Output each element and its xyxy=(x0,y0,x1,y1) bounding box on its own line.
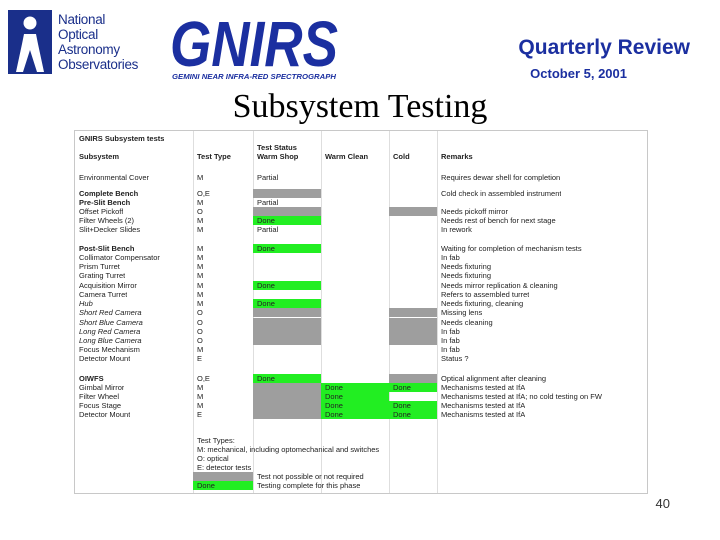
gnirs-logo xyxy=(168,8,340,82)
test-type-cell: O xyxy=(197,327,203,336)
header-warm-shop: Warm Shop xyxy=(257,152,299,161)
status-fill-warm-shop xyxy=(253,401,321,410)
page-number: 40 xyxy=(655,496,670,511)
status-fill-warm-shop xyxy=(253,189,321,198)
cold-cell: Done xyxy=(393,401,411,410)
remarks-cell: Needs pickoff mirror xyxy=(441,207,508,216)
remarks-cell: Needs cleaning xyxy=(441,318,493,327)
warm-shop-cell: Partial xyxy=(257,198,279,207)
status-fill-warm-shop xyxy=(253,383,321,392)
test-type-cell: M xyxy=(197,281,204,290)
status-fill-cold xyxy=(389,327,437,336)
remarks-cell: Needs fixturing, cleaning xyxy=(441,299,524,308)
cold-cell: Done xyxy=(393,410,411,419)
header-subsystem: Subsystem xyxy=(79,152,120,161)
test-type-cell: M xyxy=(197,225,204,234)
remarks-cell: Needs fixturing xyxy=(441,262,492,271)
remarks-cell: Refers to assembled turret xyxy=(441,290,530,299)
remarks-cell: Waiting for completion of mechanism tests xyxy=(441,244,582,253)
warm-shop-cell: Done xyxy=(257,244,275,253)
legend-done-label: Testing complete for this phase xyxy=(257,481,361,490)
header-warm-clean: Warm Clean xyxy=(325,152,369,161)
warm-shop-cell: Done xyxy=(257,281,275,290)
noao-line-1: National xyxy=(58,12,106,27)
test-type-cell: M xyxy=(197,244,204,253)
remarks-cell: In fab xyxy=(441,327,460,336)
test-type-cell: M xyxy=(197,173,204,182)
warm-shop-cell: Partial xyxy=(257,173,279,182)
noao-wordmark xyxy=(58,12,168,72)
test-type-cell: M xyxy=(197,299,204,308)
remarks-cell: Missing lens xyxy=(441,308,483,317)
test-type-cell: M xyxy=(197,383,204,392)
subsystem-cell: Long Red Camera xyxy=(79,327,141,336)
remarks-cell: In fab xyxy=(441,336,460,345)
subsystem-cell: Complete Bench xyxy=(79,189,139,198)
legend-title: Test Types: xyxy=(197,436,235,445)
test-type-cell: E xyxy=(197,410,203,419)
remarks-cell: In rework xyxy=(441,225,472,234)
subsystem-cell: Focus Mechanism xyxy=(79,345,140,354)
status-fill-warm-shop xyxy=(253,392,321,401)
status-fill-warm-shop xyxy=(253,336,321,345)
warm-shop-cell: Done xyxy=(257,299,275,308)
test-type-cell: M xyxy=(197,198,204,207)
warm-clean-cell: Done xyxy=(325,410,343,419)
test-type-cell: M xyxy=(197,290,204,299)
subsystem-cell: Detector Mount xyxy=(79,410,131,419)
remarks-cell: Needs mirror replication & cleaning xyxy=(441,281,558,290)
status-fill-warm-shop xyxy=(253,410,321,419)
subsystem-cell: Short Red Camera xyxy=(79,308,142,317)
status-fill-cold xyxy=(389,318,437,327)
warm-clean-cell: Done xyxy=(325,392,343,401)
test-type-cell: O xyxy=(197,336,203,345)
remarks-cell: Mechanisms tested at IfA xyxy=(441,410,526,419)
warm-shop-cell: Done xyxy=(257,374,275,383)
test-type-cell: E xyxy=(197,354,203,363)
legend-line-detector: E: detector tests xyxy=(197,463,252,472)
status-fill-warm-shop xyxy=(253,318,321,327)
cold-cell: Done xyxy=(393,383,411,392)
test-type-cell: O xyxy=(197,308,203,317)
gnirs-logo-text: GNIRS xyxy=(170,8,339,80)
remarks-cell: Needs fixturing xyxy=(441,271,492,280)
test-type-cell: M xyxy=(197,392,204,401)
test-type-cell: M xyxy=(197,345,204,354)
subsystem-cell: Camera Turret xyxy=(79,290,128,299)
test-type-cell: M xyxy=(197,262,204,271)
test-type-cell: O,E xyxy=(197,189,210,198)
status-fill-warm-shop xyxy=(253,308,321,317)
review-title: Quarterly Review xyxy=(518,36,690,59)
legend-done-cell: Done xyxy=(197,481,215,490)
test-type-cell: O xyxy=(197,207,203,216)
subsystem-cell: Offset Pickoff xyxy=(79,207,124,216)
noao-logo xyxy=(8,10,52,74)
legend-na-swatch xyxy=(193,472,253,481)
status-fill-cold xyxy=(389,308,437,317)
subsystem-cell: Pre-Slit Bench xyxy=(79,198,131,207)
remarks-cell: Requires dewar shell for completion xyxy=(441,173,561,182)
legend-line-mechanical: M: mechanical, including optomechanical and switches xyxy=(197,445,380,454)
warm-clean-cell: Done xyxy=(325,401,343,410)
subsystem-cell: Collimator Compensator xyxy=(79,253,160,262)
warm-shop-cell: Partial xyxy=(257,225,279,234)
subsystem-cell: Prism Turret xyxy=(79,262,120,271)
remarks-cell: Mechanisms tested at IfA; no cold testing on FW xyxy=(441,392,602,401)
status-fill-cold xyxy=(389,207,437,216)
test-type-cell: O xyxy=(197,318,203,327)
test-type-cell: O,E xyxy=(197,374,210,383)
test-type-cell: M xyxy=(197,253,204,262)
subsystem-cell: Acquisition Mirror xyxy=(79,281,137,290)
subsystem-cell: Focus Stage xyxy=(79,401,122,410)
remarks-cell: Needs rest of bench for next stage xyxy=(441,216,556,225)
remarks-cell: Mechanisms tested at IfA xyxy=(441,383,526,392)
subsystem-cell: Gimbal Mirror xyxy=(79,383,125,392)
subsystem-test-sheet xyxy=(74,130,648,494)
subsystem-cell: OIWFS xyxy=(79,374,104,383)
legend-na-label: Test not possible or not required xyxy=(257,472,364,481)
slide-title: Subsystem Testing xyxy=(232,88,488,125)
legend-line-optical: O: optical xyxy=(197,454,229,463)
test-type-cell: M xyxy=(197,216,204,225)
subsystem-cell: Detector Mount xyxy=(79,354,131,363)
status-fill-cold xyxy=(389,336,437,345)
noao-line-3: Astronomy xyxy=(58,42,120,57)
gnirs-logo-subtitle: GEMINI NEAR INFRA-RED SPECTROGRAPH xyxy=(172,74,338,81)
status-fill-warm-shop xyxy=(253,327,321,336)
subsystem-cell: Short Blue Camera xyxy=(79,318,143,327)
remarks-cell: In fab xyxy=(441,345,460,354)
status-fill-warm-shop xyxy=(253,207,321,216)
review-date: October 5, 2001 xyxy=(530,66,627,81)
header-cold: Cold xyxy=(393,152,410,161)
subsystem-cell: Slit+Decker Slides xyxy=(79,225,141,234)
remarks-cell: In fab xyxy=(441,253,460,262)
noao-line-4: Observatories xyxy=(58,57,139,72)
header-test-type: Test Type xyxy=(197,152,231,161)
header-test-status: Test Status xyxy=(257,143,297,152)
test-type-cell: M xyxy=(197,271,204,280)
warm-clean-cell: Done xyxy=(325,383,343,392)
subsystem-cell: Grating Turret xyxy=(79,271,126,280)
warm-shop-cell: Done xyxy=(257,216,275,225)
status-fill-cold xyxy=(389,374,437,383)
remarks-cell: Status ? xyxy=(441,354,469,363)
subsystem-cell: Environmental Cover xyxy=(79,173,150,182)
noao-line-2: Optical xyxy=(58,27,98,42)
subsystem-cell: Post-Slit Bench xyxy=(79,244,135,253)
remarks-cell: Optical alignment after cleaning xyxy=(441,374,547,383)
sheet-title: GNIRS Subsystem tests xyxy=(79,134,165,143)
test-type-cell: M xyxy=(197,401,204,410)
subsystem-cell: Filter Wheel xyxy=(79,392,120,401)
header-remarks: Remarks xyxy=(441,152,473,161)
remarks-cell: Cold check in assembled instrument xyxy=(441,189,562,198)
remarks-cell: Mechanisms tested at IfA xyxy=(441,401,526,410)
subsystem-cell: Filter Wheels (2) xyxy=(79,216,135,225)
subsystem-cell: Long Blue Camera xyxy=(79,336,142,345)
subsystem-cell: Hub xyxy=(79,299,93,308)
